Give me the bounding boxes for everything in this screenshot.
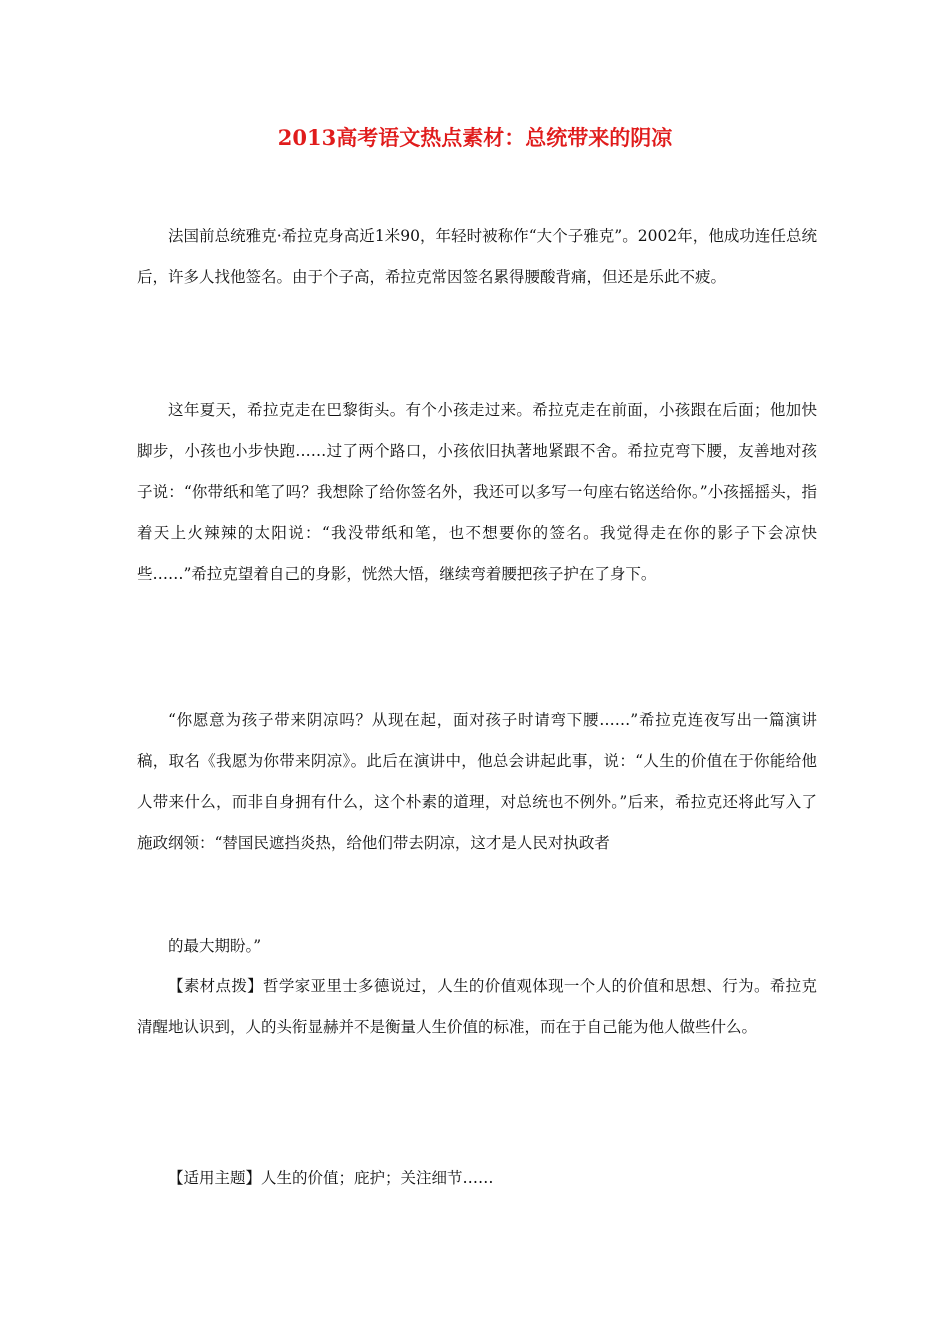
paragraph-story: 这年夏天，希拉克走在巴黎街头。有个小孩走过来。希拉克走在前面，小孩跟在后面；他加快脚步，小孩也小步快跑……过了两个路口，小孩依旧执著地紧跟不舍。希拉克弯下腰，友善地对孩子说：“你带纸和笔了吗？我想除了给你签名外，我还可以多写一句座右铭送给你。”小孩摇摇头，指着天上火辣辣的太阳说：“我没带纸和笔，也不想要你的签名。我觉得走在你的影子下会凉快些……”希拉克望着自己的身影，恍然大悟，继续弯着腰把孩子护在了身下。 (137, 401, 817, 583)
paragraph-material-comment: 【素材点拨】哲学家亚里士多德说过，人生的价值观体现一个人的价值和思想、行为。希拉克清醒地认识到，人的头衔显赫并不是衡量人生价值的标准，而在于自己能为他人做些什么。 (137, 977, 817, 1036)
paragraph-speech: “你愿意为孩子带来阴凉吗？从现在起，面对孩子时请弯下腰……”希拉克连夜写出一篇演讲稿，取名《我愿为你带来阴凉》。此后在演讲中，他总会讲起此事，说：“人生的价值在于你能给他人带来什么，而非自身拥有什么，这个朴素的道理，对总统也不例外。”后来，希拉克还将此写入了施政纲领：“替国民遮挡炎热，给他们带去阴凉，这才是人民对执政者 (137, 711, 817, 852)
paragraph-intro: 法国前总统雅克·希拉克身高近1米90，年轻时被称作“大个子雅克”。2002年，他成功连任总统后，许多人找他签名。由于个子高，希拉克常因签名累得腰酸背痛，但还是乐此不疲。 (137, 227, 817, 286)
document-title: 2013高考语文热点素材：总统带来的阴凉 (277, 125, 673, 150)
paragraph-speech-end: 的最大期盼。” (168, 937, 262, 955)
paragraph-applicable-themes: 【适用主题】人生的价值；庇护；关注细节…… (168, 1169, 494, 1187)
